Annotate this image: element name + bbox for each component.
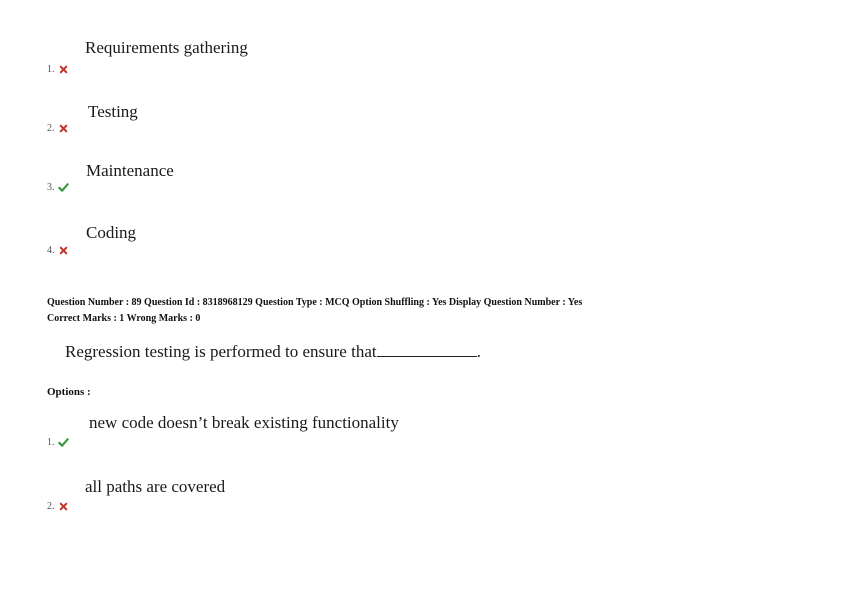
prev-option-1-text: Requirements gathering — [85, 38, 248, 57]
option-1-marker — [47, 437, 69, 448]
question-text-end: . — [476, 342, 481, 361]
prev-option-4-number: 4. — [47, 245, 55, 256]
prev-option-1-marker — [47, 64, 69, 75]
question-text — [65, 342, 481, 362]
prev-option-1-number: 1. — [47, 64, 55, 75]
prev-option-3-marker — [47, 182, 69, 193]
cross-mark-icon — [58, 245, 69, 256]
answer-blank — [377, 342, 477, 357]
prev-option-3-text: Maintenance — [86, 161, 174, 180]
option-2-number: 2. — [47, 501, 55, 512]
option-1-number: 1. — [47, 437, 55, 448]
prev-option-4-marker — [47, 245, 69, 256]
prev-option-2-number: 2. — [47, 123, 55, 134]
cross-mark-icon — [58, 123, 69, 134]
question-marks-line: Correct Marks : 1 Wrong Marks : 0 — [47, 313, 201, 324]
option-2-marker — [47, 501, 69, 512]
prev-option-3-number: 3. — [47, 182, 55, 193]
question-meta-line: Question Number : 89 Question Id : 8318968129 Question Type : MCQ Option Shuffling : Yes Display Question Number : Yes — [47, 297, 583, 308]
prev-option-2-marker — [47, 123, 69, 134]
cross-mark-icon — [58, 64, 69, 75]
option-2-text: all paths are covered — [85, 477, 226, 496]
question-text-body: Regression testing is performed to ensure that — [65, 342, 377, 361]
prev-option-2-text: Testing — [88, 102, 138, 121]
cross-mark-icon — [58, 501, 69, 512]
options-label: Options : — [47, 386, 91, 398]
prev-option-4-text: Coding — [86, 223, 137, 242]
check-mark-icon — [58, 182, 69, 193]
check-mark-icon — [58, 437, 69, 448]
option-1-text: new code doesn’t break existing functionality — [89, 413, 399, 432]
